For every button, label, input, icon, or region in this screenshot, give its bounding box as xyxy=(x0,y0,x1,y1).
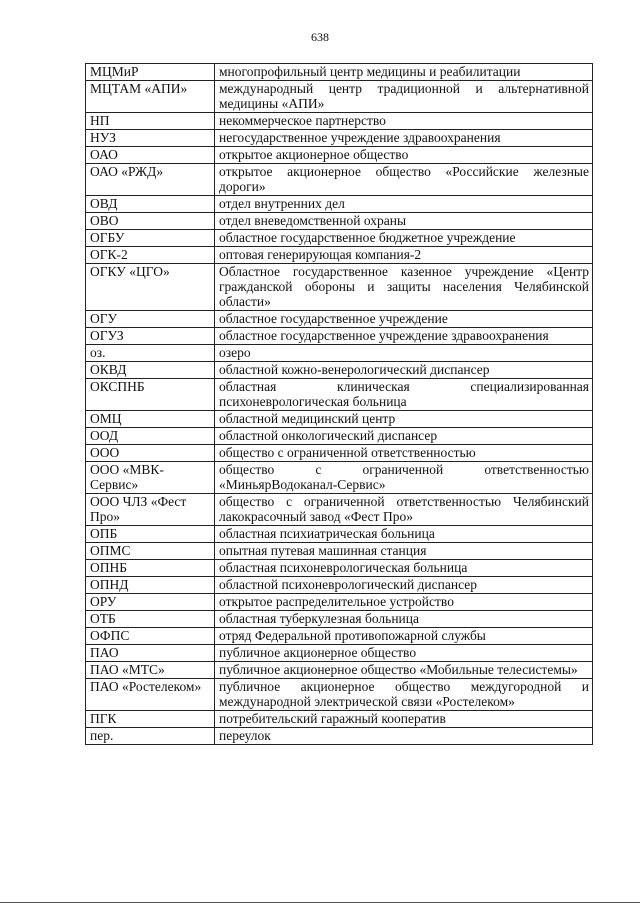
meaning-cell: отдел вневедомственной охраны xyxy=(215,213,593,230)
meaning-cell: публичное акционерное общество «Мобильные телесистемы» xyxy=(215,662,593,679)
meaning-cell: областное государственное учреждение здравоохранения xyxy=(215,328,593,345)
table-row xyxy=(86,379,593,411)
table-row xyxy=(86,628,593,645)
table-row xyxy=(86,645,593,662)
meaning-cell: областное государственное бюджетное учреждение xyxy=(215,230,593,247)
abbreviation-cell: ОПНД xyxy=(86,577,215,594)
meaning-cell: публичное акционерное общество междугородной и международной электрической связи «Ростелеком» xyxy=(215,679,593,711)
meaning-cell: областная психиатрическая больница xyxy=(215,526,593,543)
table-row xyxy=(86,230,593,247)
abbreviation-cell: ПГК xyxy=(86,711,215,728)
abbreviation-cell: ОВО xyxy=(86,213,215,230)
meaning-cell: Областное государственное казенное учреждение «Центр гражданской обороны и защиты населения Челябинской области» xyxy=(215,264,593,311)
table-row xyxy=(86,543,593,560)
abbreviation-cell: ПАО «МТС» xyxy=(86,662,215,679)
meaning-cell: озеро xyxy=(215,345,593,362)
abbreviations-table-body xyxy=(86,64,593,745)
meaning-cell: областное государственное учреждение xyxy=(215,311,593,328)
meaning-cell: отряд Федеральной противопожарной службы xyxy=(215,628,593,645)
table-row xyxy=(86,728,593,745)
table-row xyxy=(86,362,593,379)
abbreviation-cell: ОТБ xyxy=(86,611,215,628)
abbreviation-cell: ПАО «Ростелеком» xyxy=(86,679,215,711)
abbreviation-cell: МЦМиР xyxy=(86,64,215,81)
meaning-cell: общество с ограниченной ответственностью xyxy=(215,445,593,462)
table-row xyxy=(86,64,593,81)
abbreviation-cell: ОГБУ xyxy=(86,230,215,247)
abbreviation-cell: ООО ЧЛЗ «Фест Про» xyxy=(86,494,215,526)
table-row xyxy=(86,81,593,113)
abbreviation-cell: ОАО «РЖД» xyxy=(86,164,215,196)
table-row xyxy=(86,611,593,628)
abbreviation-cell: ОПМС xyxy=(86,543,215,560)
table-row xyxy=(86,113,593,130)
table-row xyxy=(86,445,593,462)
abbreviation-cell: ОПБ xyxy=(86,526,215,543)
table-row xyxy=(86,662,593,679)
meaning-cell: областной психоневрологический диспансер xyxy=(215,577,593,594)
meaning-cell: открытое акционерное общество xyxy=(215,147,593,164)
abbreviation-cell: ПАО xyxy=(86,645,215,662)
table-row xyxy=(86,147,593,164)
table-row xyxy=(86,213,593,230)
abbreviation-cell: ООО «МВК-Сервис» xyxy=(86,462,215,494)
meaning-cell: негосударственное учреждение здравоохранения xyxy=(215,130,593,147)
abbreviations-table xyxy=(85,63,593,745)
abbreviation-cell: ОФПС xyxy=(86,628,215,645)
meaning-cell: общество с ограниченной ответственностью Челябинский лакокрасочный завод «Фест Про» xyxy=(215,494,593,526)
meaning-cell: оптовая генерирующая компания-2 xyxy=(215,247,593,264)
abbreviation-cell: ОРУ xyxy=(86,594,215,611)
abbreviation-cell: МЦТАМ «АПИ» xyxy=(86,81,215,113)
abbreviation-cell: ОПНБ xyxy=(86,560,215,577)
meaning-cell: отдел внутренних дел xyxy=(215,196,593,213)
table-row xyxy=(86,130,593,147)
table-row xyxy=(86,164,593,196)
abbreviation-cell: ОКВД xyxy=(86,362,215,379)
meaning-cell: потребительский гаражный кооператив xyxy=(215,711,593,728)
table-row xyxy=(86,345,593,362)
table-row xyxy=(86,577,593,594)
table-row xyxy=(86,328,593,345)
table-row xyxy=(86,247,593,264)
table-row xyxy=(86,560,593,577)
meaning-cell: открытое распределительное устройство xyxy=(215,594,593,611)
meaning-cell: публичное акционерное общество xyxy=(215,645,593,662)
abbreviation-cell: оз. xyxy=(86,345,215,362)
abbreviation-cell: ООО xyxy=(86,445,215,462)
page-number: 638 xyxy=(311,30,329,44)
abbreviation-cell: ОГУЗ xyxy=(86,328,215,345)
abbreviation-cell: ООД xyxy=(86,428,215,445)
abbreviation-cell: НП xyxy=(86,113,215,130)
table-row xyxy=(86,494,593,526)
table-row xyxy=(86,428,593,445)
meaning-cell: областной кожно-венерологический диспансер xyxy=(215,362,593,379)
table-row xyxy=(86,679,593,711)
abbreviation-cell: ОГУ xyxy=(86,311,215,328)
meaning-cell: открытое акционерное общество «Российские железные дороги» xyxy=(215,164,593,196)
table-row xyxy=(86,594,593,611)
abbreviation-cell: ОВД xyxy=(86,196,215,213)
meaning-cell: областной медицинский центр xyxy=(215,411,593,428)
meaning-cell: областная клиническая специализированная психоневрологическая больница xyxy=(215,379,593,411)
meaning-cell: опытная путевая машинная станция xyxy=(215,543,593,560)
meaning-cell: некоммерческое партнерство xyxy=(215,113,593,130)
table-row xyxy=(86,311,593,328)
abbreviation-cell: ОГК-2 xyxy=(86,247,215,264)
meaning-cell: областная психоневрологическая больница xyxy=(215,560,593,577)
table-row xyxy=(86,462,593,494)
table-row xyxy=(86,411,593,428)
abbreviation-cell: ОКСПНБ xyxy=(86,379,215,411)
abbreviation-cell: ОМЦ xyxy=(86,411,215,428)
abbreviation-cell: ОАО xyxy=(86,147,215,164)
table-row xyxy=(86,264,593,311)
table-row xyxy=(86,196,593,213)
meaning-cell: общество с ограниченной ответственностью «МиньярВодоканал-Сервис» xyxy=(215,462,593,494)
meaning-cell: многопрофильный центр медицины и реабилитации xyxy=(215,64,593,81)
abbreviation-cell: НУЗ xyxy=(86,130,215,147)
bottom-rule xyxy=(0,902,640,903)
table-row xyxy=(86,711,593,728)
meaning-cell: переулок xyxy=(215,728,593,745)
meaning-cell: международный центр традиционной и альтернативной медицины «АПИ» xyxy=(215,81,593,113)
meaning-cell: областной онкологический диспансер xyxy=(215,428,593,445)
abbreviation-cell: ОГКУ «ЦГО» xyxy=(86,264,215,311)
table-row xyxy=(86,526,593,543)
abbreviation-cell: пер. xyxy=(86,728,215,745)
meaning-cell: областная туберкулезная больница xyxy=(215,611,593,628)
